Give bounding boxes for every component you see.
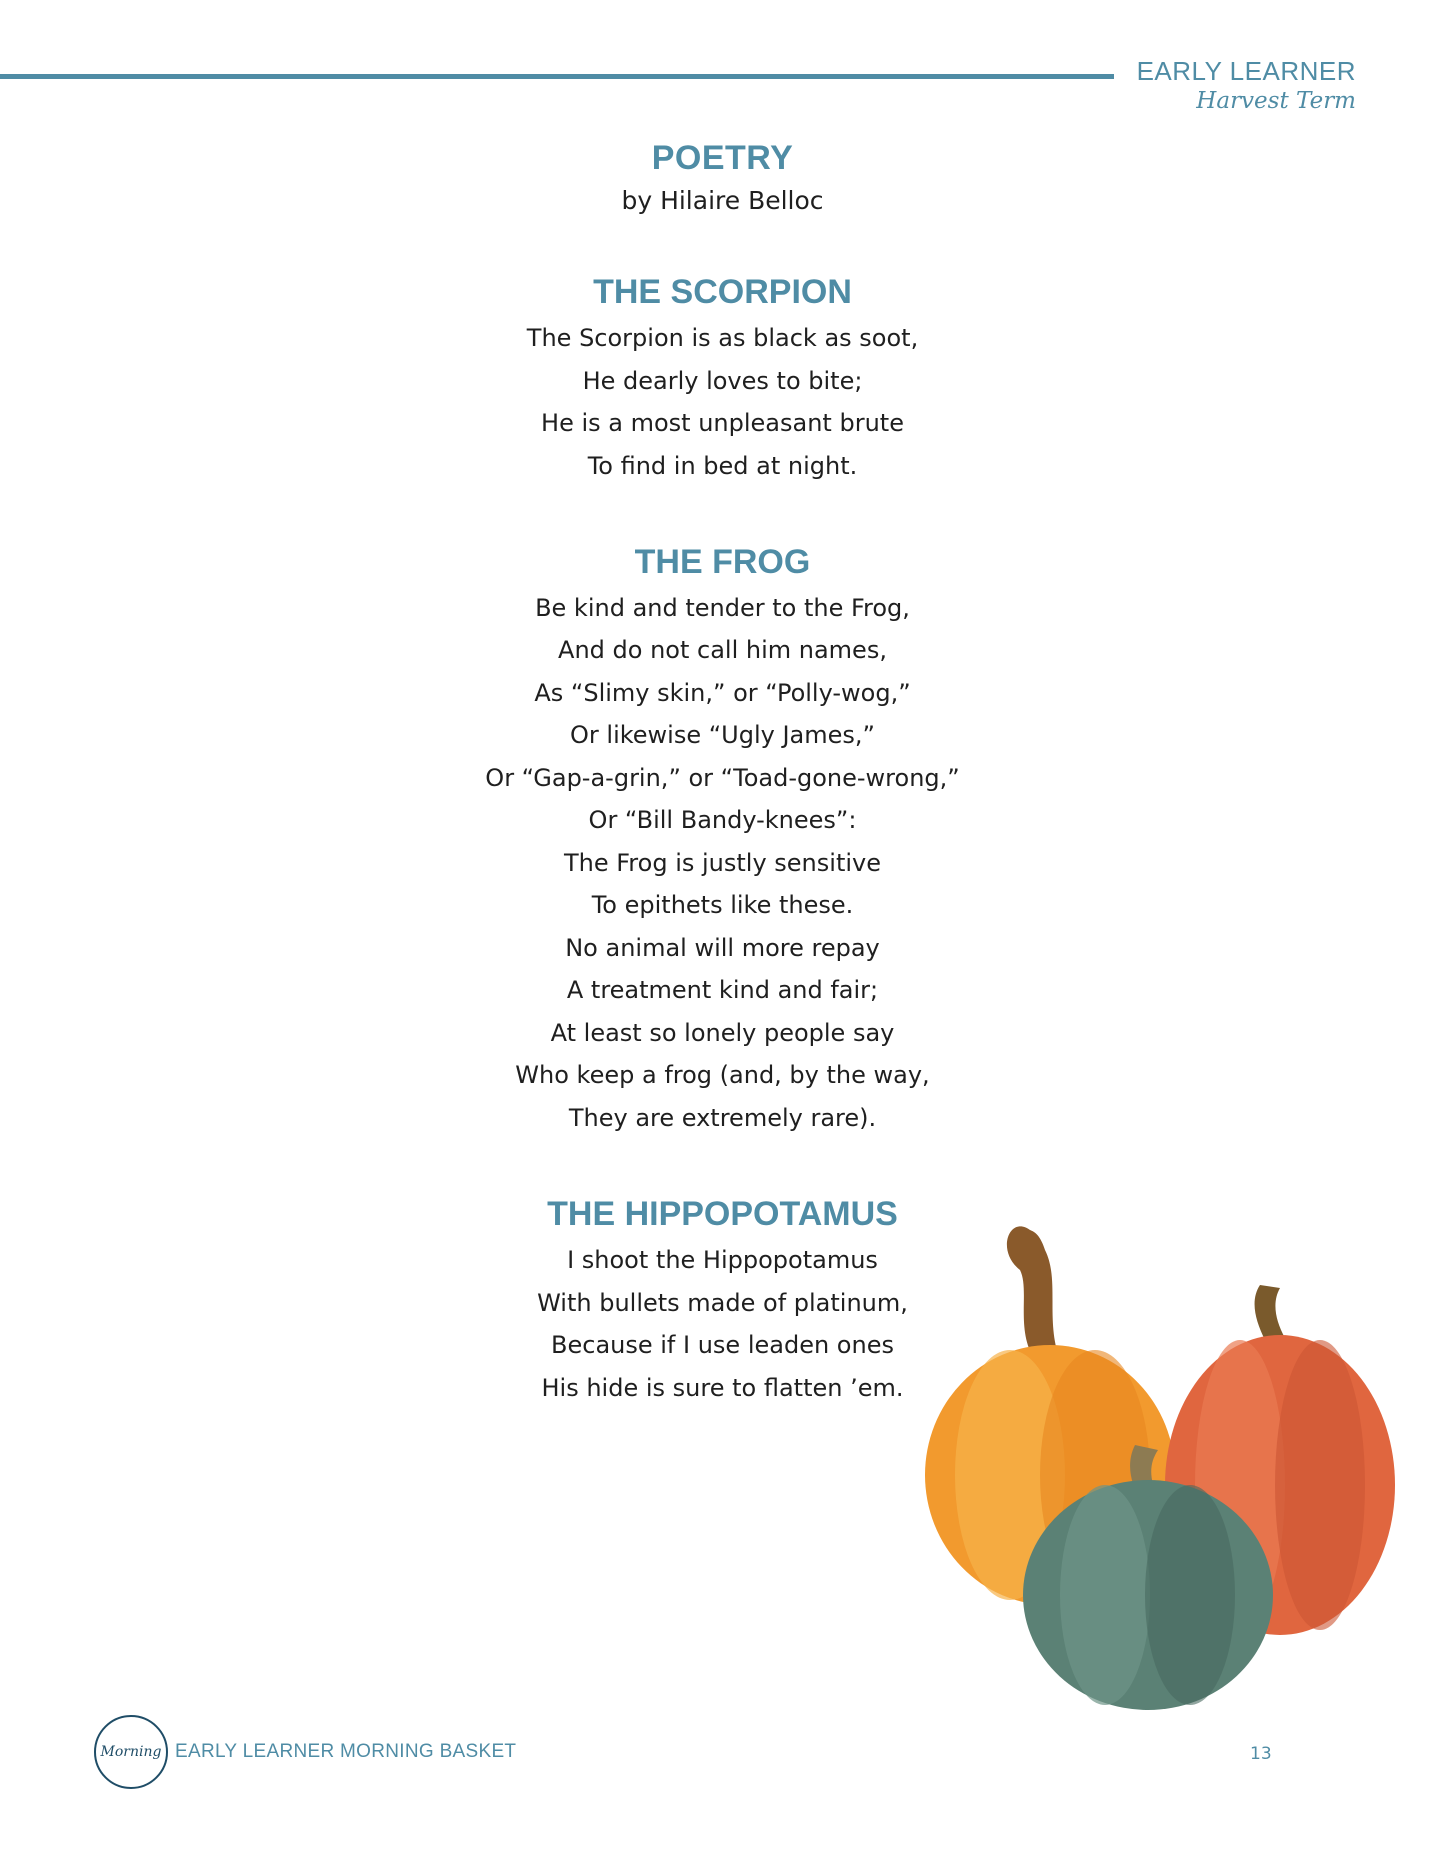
brand-logo	[94, 1715, 168, 1789]
poem-line: I shoot the Hippopotamus	[567, 1246, 878, 1275]
poem-line: With bullets made of platinum,	[537, 1288, 908, 1317]
page-number: 13	[1250, 1744, 1272, 1764]
poem-title: THE FROG	[634, 543, 811, 582]
brand-block	[1137, 58, 1356, 113]
pumpkins-illustration	[900, 1210, 1420, 1720]
poem-line: To find in bed at night.	[587, 451, 858, 480]
poem-line: His hide is sure to flatten ’em.	[541, 1373, 904, 1402]
poem-line: No animal will more repay	[565, 933, 880, 962]
top-divider	[0, 74, 1114, 79]
page-title: POETRY	[651, 139, 794, 177]
poem-line: Or “Gap-a-grin,” or “Toad-gone-wrong,”	[485, 763, 960, 792]
poem-line: Who keep a frog (and, by the way,	[515, 1061, 930, 1090]
poem-line: A treatment kind and fair;	[566, 976, 879, 1005]
poem-frog	[0, 542, 1445, 1139]
poem-line: Or likewise “Ugly James,”	[570, 721, 875, 750]
poem-line: They are extremely rare).	[568, 1103, 877, 1132]
poem-line: As “Slimy skin,” or “Polly-wog,”	[534, 678, 911, 707]
poem-line: The Frog is justly sensitive	[563, 848, 881, 877]
poem-line: Or “Bill Bandy-knees”:	[588, 806, 857, 835]
poem-line: To epithets like these.	[591, 891, 854, 920]
poem-line: Because if I use leaden ones	[551, 1331, 894, 1360]
poem-line: He dearly loves to bite;	[582, 366, 863, 395]
poem-line: At least so lonely people say	[550, 1018, 895, 1047]
poem-line: He is a most unpleasant brute	[541, 409, 904, 438]
author-byline: by Hilaire Belloc	[621, 185, 824, 215]
poem-line: The Scorpion is as black as soot,	[526, 324, 919, 353]
poem-title: THE SCORPION	[593, 273, 852, 312]
poem-title: THE HIPPOPOTAMUS	[547, 1195, 898, 1234]
poem-line: Be kind and tender to the Frog,	[535, 593, 910, 622]
brand-subtitle: Harvest Term	[1196, 88, 1356, 114]
logo-text: Morning	[100, 1744, 162, 1760]
poem-line: And do not call him names,	[558, 636, 887, 665]
poem-scorpion	[0, 272, 1445, 487]
brand-title: EARLY LEARNER	[1136, 56, 1356, 86]
footer-label: EARLY LEARNER MORNING BASKET	[175, 1741, 517, 1762]
